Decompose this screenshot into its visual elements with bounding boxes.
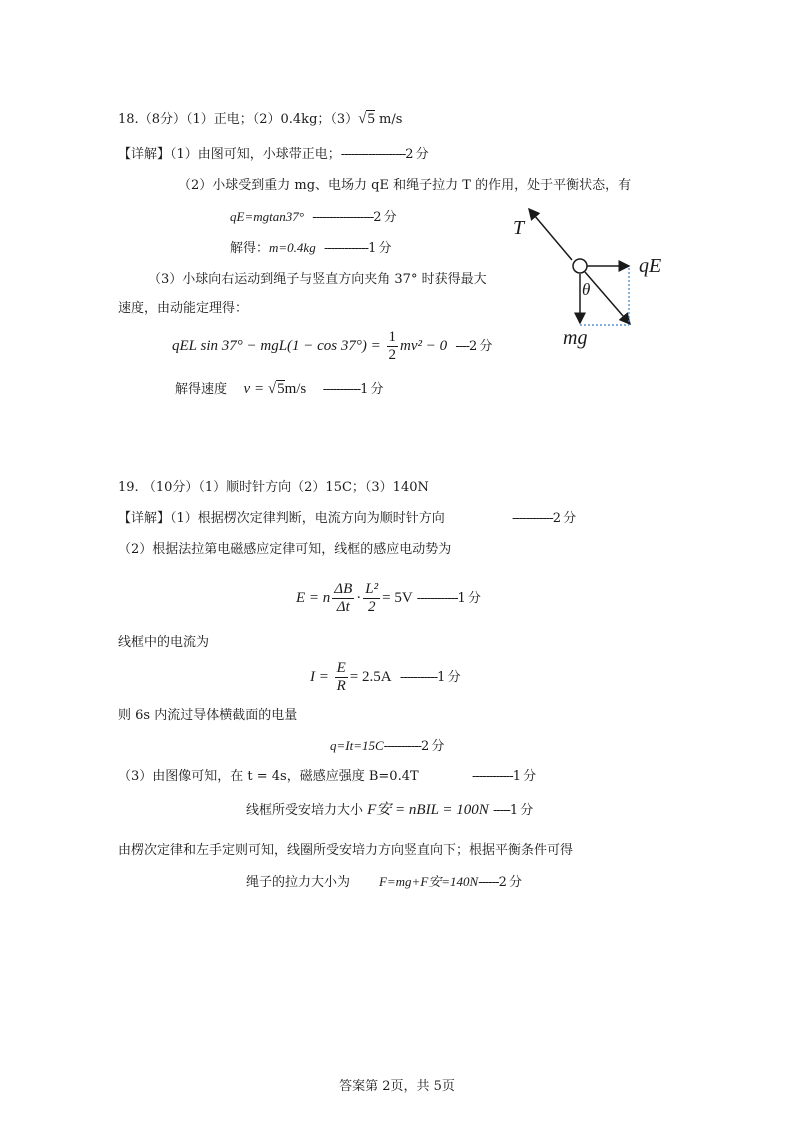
- q18-p1-score: -------------------2 分: [340, 147, 428, 162]
- q19-ampere-eq: F安 = nBIL = 100N: [367, 802, 489, 818]
- label-mg: mg: [563, 327, 588, 349]
- page-footer: 答案第 2页，共 5页: [339, 1079, 455, 1094]
- q19-ampere-line: [246, 801, 532, 820]
- q18-speed-line: [175, 380, 383, 399]
- q18-detail-p1: [118, 146, 428, 164]
- q19-emf-frac2: $\frac{\text{L²}}{2}$: [365, 581, 379, 615]
- q19-header: [118, 479, 429, 497]
- q19-tension-label: 绳子的拉力大小为: [246, 875, 351, 890]
- q18-energy-left: qEL sin 37° − mgL(1 − cos 37°) =: [172, 338, 385, 354]
- q18-eq2-line: [230, 239, 390, 258]
- q18-number: 18.: [118, 112, 139, 127]
- q18-p1-text: （1）由图可知，小球带正电；: [170, 147, 341, 162]
- q19-number: 19.: [118, 480, 139, 495]
- q18-speed-score: -----------1 分: [322, 382, 383, 397]
- q19-tension-line: [246, 873, 521, 892]
- ball: [573, 259, 587, 273]
- q19-p1-text: （1）根据楞次定律判断，电流方向为顺时针方向: [170, 511, 445, 526]
- q19-cur-left: I =: [310, 669, 333, 685]
- q19-charge-eq: q=It=15C: [330, 738, 384, 753]
- q18-sqrt-answer: √5: [358, 111, 375, 127]
- q18-speed-prefix: 解得速度: [175, 382, 228, 397]
- q19-tension-score: ------2 分: [478, 875, 521, 890]
- q19-cur-score: -----------1 分: [399, 670, 460, 685]
- q19-current-label: 线框中的电流为: [118, 635, 210, 650]
- q19-emf-right: = 5V: [382, 590, 413, 606]
- q18-eq1-line: [230, 208, 396, 227]
- q18-energy-frac: $\frac{1}{2}$: [388, 329, 397, 363]
- q19-emf-left: E = n: [296, 590, 331, 606]
- q19-p1-score: ------------2 分: [512, 511, 576, 526]
- q19-emf-frac1: $\frac{\Delta B}{\Delta t}$: [334, 581, 353, 615]
- q18-speed-sqrt: √5: [267, 381, 285, 397]
- q18-speed-eq: v =: [243, 381, 268, 397]
- q18-p3-line1: （3）小球向右运动到绳子与竖直方向夹角 37° 时获得最大: [148, 272, 487, 287]
- q19-emf-score: ------------1 分: [416, 591, 480, 606]
- label-T: T: [513, 217, 525, 239]
- tension-arrow: [529, 209, 572, 260]
- q19-ampere-score: -----1 分: [492, 803, 533, 818]
- q19-score: （10分）: [142, 480, 199, 495]
- q18-answer-unit: m/s: [374, 112, 403, 127]
- q18-eq2-prefix: 解得：: [230, 241, 270, 256]
- q18-p3-line2: 速度，由动能定理得：: [118, 301, 249, 316]
- resultant-arrow: [585, 272, 630, 324]
- q18-energy-eq: [172, 328, 491, 365]
- q19-charge-line: [330, 737, 443, 756]
- q18-score: （8分）: [138, 112, 186, 127]
- q18-energy-score: ----2 分: [455, 339, 492, 354]
- q18-eq1-score: ------------------2 分: [312, 210, 396, 225]
- q19-charge-score: -----------2 分: [383, 739, 444, 754]
- q19-cur-frac: $\frac{E}{R}$: [336, 660, 346, 694]
- q19-cur-right: = 2.5A: [349, 669, 392, 685]
- q19-answers: （1）顺时针方向（2）15C；（3）140N: [198, 480, 429, 495]
- q18-speed-unit: m/s: [284, 381, 307, 397]
- q19-current-eq: [310, 657, 460, 698]
- q18-energy-right: mv² − 0: [400, 338, 448, 354]
- q19-tension-eq: F=mg+F安=140N: [378, 874, 479, 889]
- q19-ampere-label: 线框所受安培力大小: [246, 803, 368, 818]
- label-qE: qE: [639, 255, 662, 277]
- q18-eq2-score: -------------1 分: [323, 241, 391, 256]
- q19-emf-dot: ·: [356, 590, 362, 606]
- q18-eq2: m=0.4kg: [269, 240, 316, 255]
- q19-charge-label: 则 6s 内流过导体横截面的电量: [118, 708, 298, 723]
- q19-emf-eq: [296, 578, 480, 619]
- q19-p3-score: ------------1 分: [472, 769, 536, 784]
- q18-p2-text: （2）小球受到重力 mg、电场力 qE 和绳子拉力 T 的作用，处于平衡状态，有: [178, 178, 632, 193]
- q19-direction-text: 由楞次定律和左手定则可知，线圈所受安培力方向竖直向下；根据平衡条件可得: [118, 843, 574, 858]
- label-theta: θ: [582, 280, 591, 299]
- q19-detail-p1: [118, 510, 445, 528]
- q19-p3-text: （3）由图像可知，在 t = 4s，磁感应强度 B=0.4T: [118, 769, 419, 784]
- q18-eq1: qE=mgtan37°: [230, 209, 304, 224]
- q18-answers: （1）正电；（2）0.4kg；（3）: [185, 112, 359, 127]
- q18-detail-label: 【详解】: [118, 147, 171, 162]
- q19-detail-label: 【详解】: [118, 511, 171, 526]
- q19-p2-text: （2）根据法拉第电磁感应定律可知，线框的感应电动势为: [118, 542, 452, 557]
- force-diagram: [505, 200, 685, 350]
- q18-header: [118, 110, 402, 129]
